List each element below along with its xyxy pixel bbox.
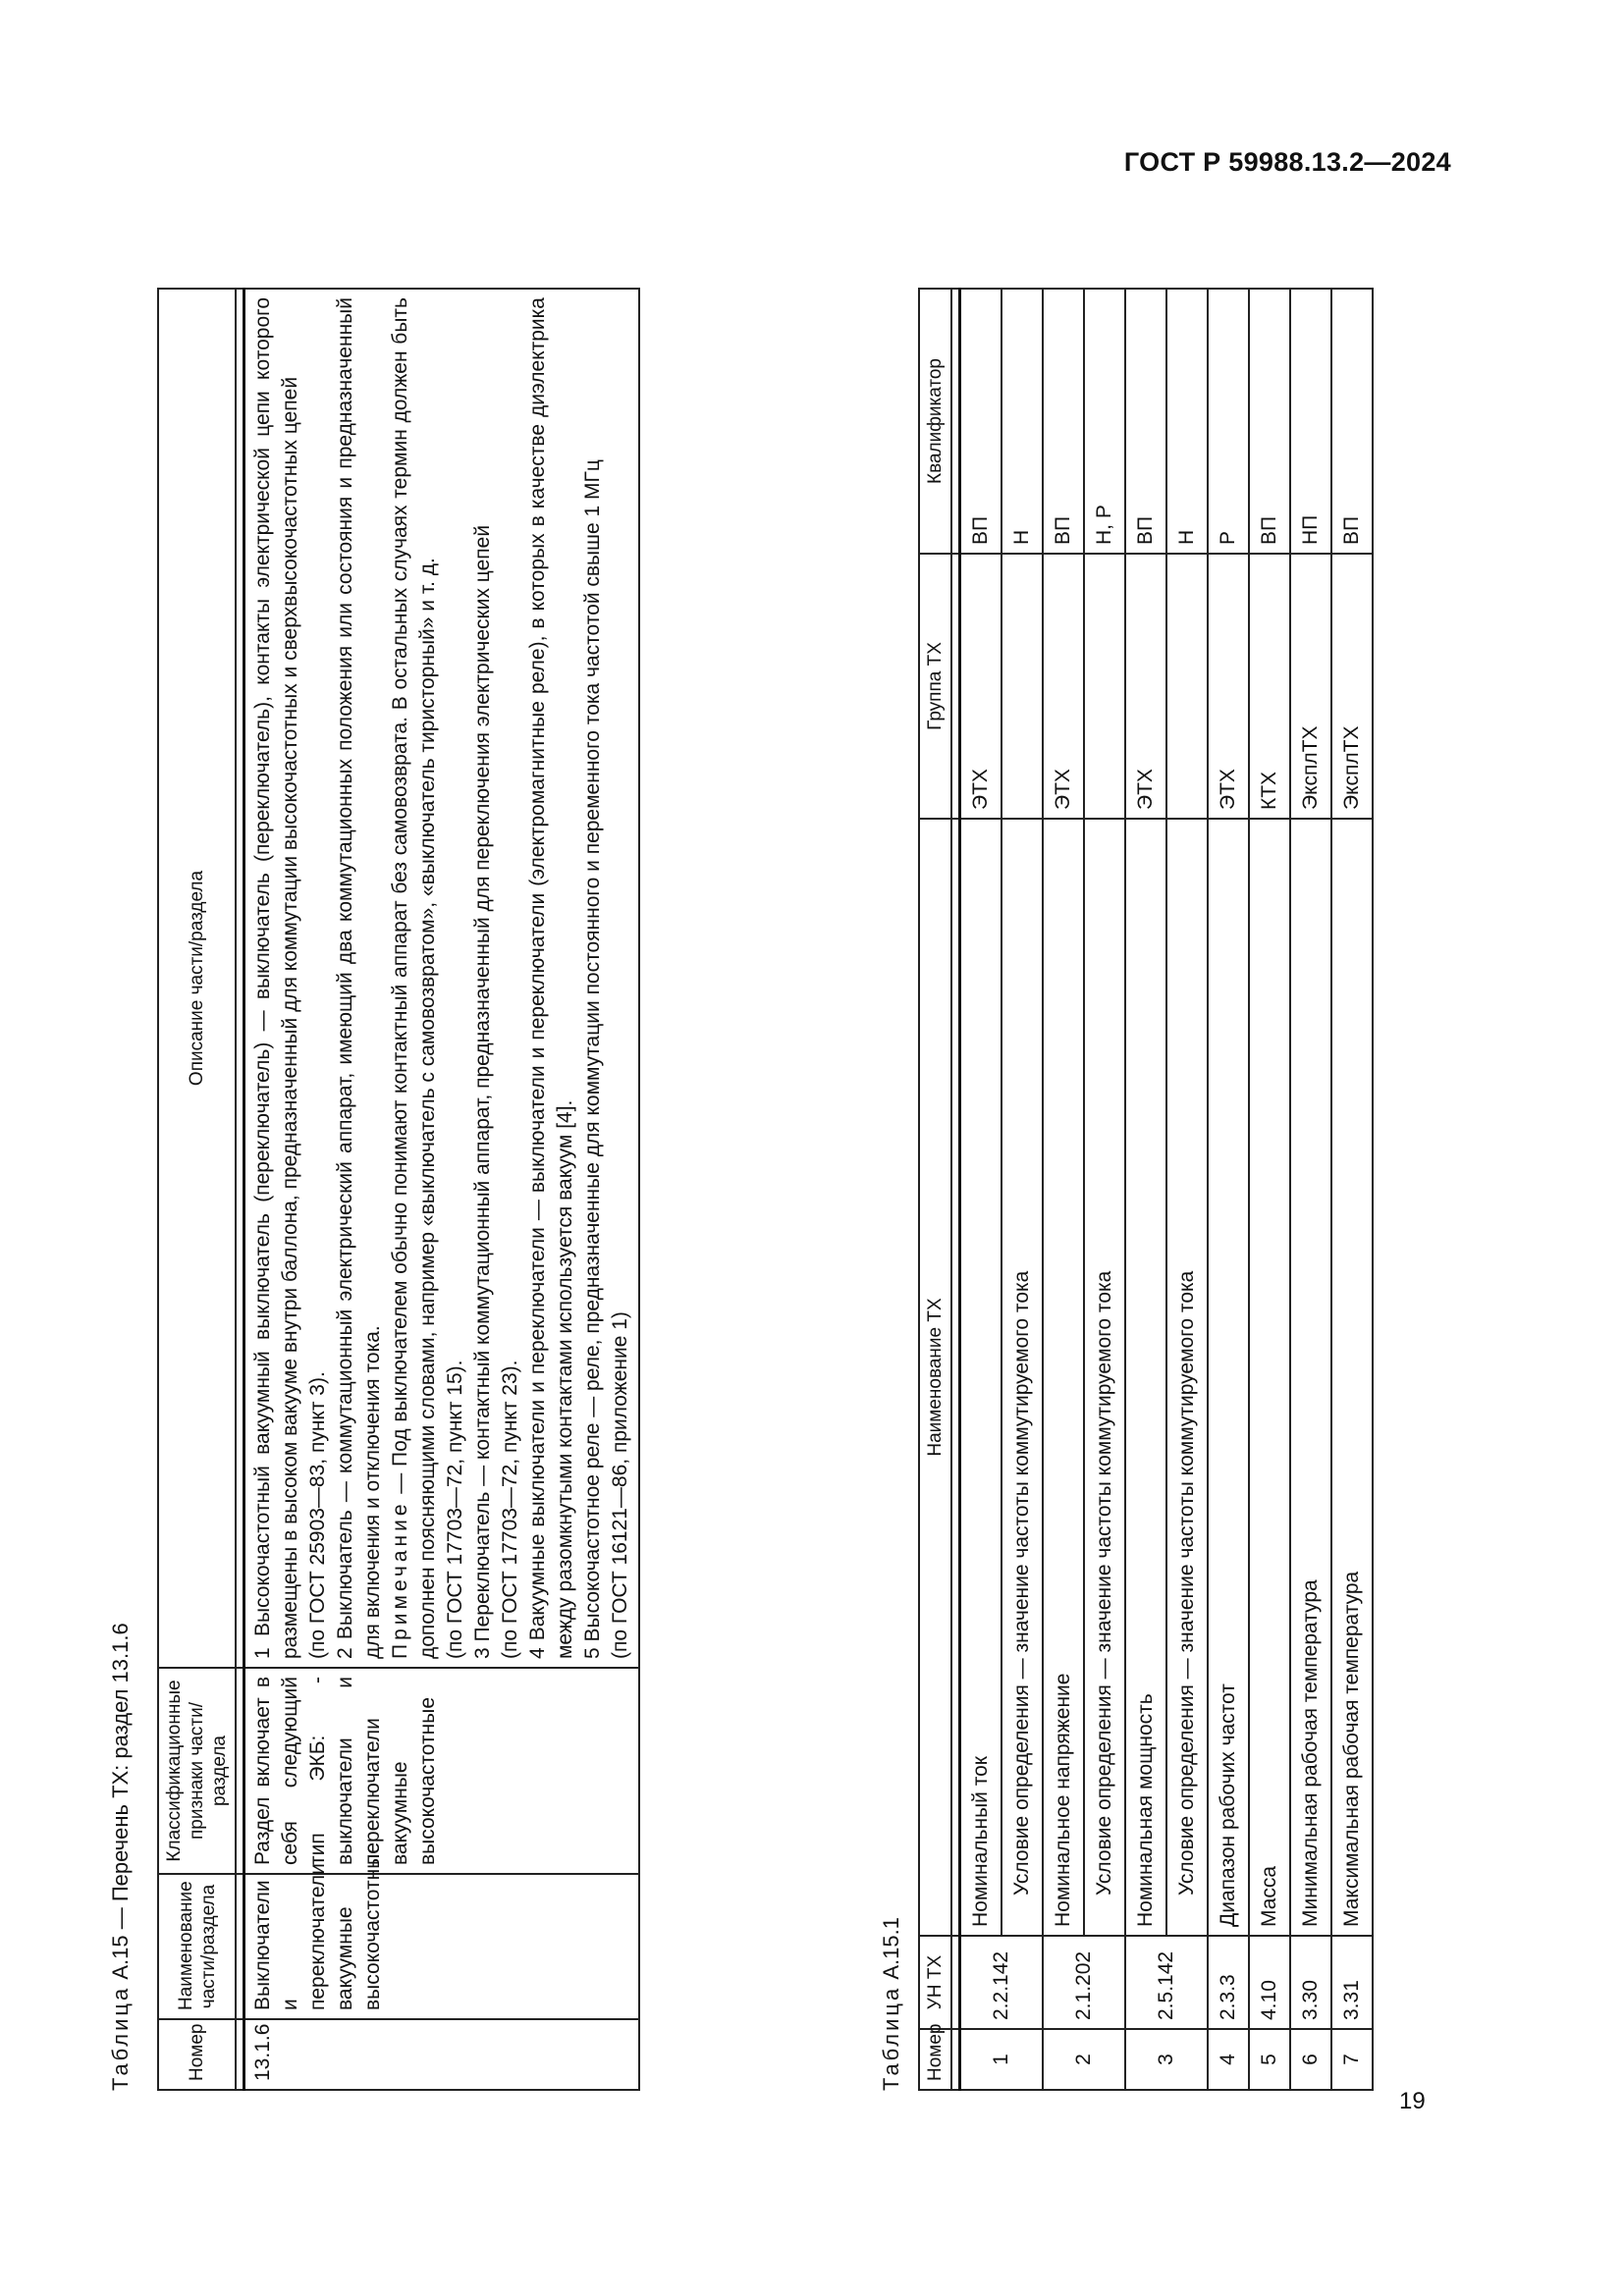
table-row bbox=[1043, 289, 1084, 2090]
row-number: 3 bbox=[1125, 2029, 1208, 2090]
row-code: 2.3.3 bbox=[1208, 1936, 1249, 2029]
row-group: ЭксплТХ bbox=[1331, 554, 1373, 819]
page-number: 19 bbox=[1399, 2088, 1426, 2114]
row-group: ЭТХ bbox=[1125, 554, 1166, 819]
col-header-group: Группа ТХ bbox=[919, 554, 951, 819]
table-row bbox=[1331, 289, 1373, 2090]
row-code: 2.2.142 bbox=[960, 1936, 1044, 2029]
caption-prefix: Таблица bbox=[108, 1985, 133, 2091]
desc-item-2: 2 Выключатель — коммутационный электрический аппарат, имеющий два коммутационных положения или состояния и предназначенный для включения и отключения тока. bbox=[334, 297, 384, 1659]
row-code: 2.5.142 bbox=[1125, 1936, 1208, 2029]
row-code: 2.1.202 bbox=[1043, 1936, 1125, 2029]
row-number: 7 bbox=[1331, 2029, 1373, 2090]
table-a151-caption bbox=[879, 1917, 904, 2091]
row-number: 6 bbox=[1290, 2029, 1331, 2090]
caption-text: А.15.1 bbox=[879, 1917, 903, 1986]
row-number: 5 bbox=[1249, 2029, 1290, 2090]
row-name: Номинальное напряжение bbox=[1043, 819, 1084, 1936]
table-row bbox=[1166, 289, 1208, 2090]
desc-item-3: 3 Переключатель — контактный коммутационный аппарат, предназначенный для переключения электрических цепей bbox=[471, 524, 494, 1659]
row-number: 2 bbox=[1043, 2029, 1125, 2090]
col-header-code: УН ТХ bbox=[919, 1936, 951, 2029]
row-qualifier: ВП bbox=[1043, 289, 1084, 554]
row-name: Выключатели и переключатели вакуумные высокочастотные bbox=[244, 1874, 640, 2019]
row-name: Условие определения — значение частоты коммутируемого тока bbox=[1084, 819, 1125, 1936]
col-header-description: Описание части/раздела bbox=[158, 289, 236, 1668]
row-name: Условие определения — значение частоты коммутируемого тока bbox=[1166, 819, 1208, 1936]
desc-item-1: 1 Высокочастотный вакуумный выключатель (переключатель) — выключатель (переключатель), контакты электрической цепи которого размещены в высоком вакууме внутри баллона, предназначенный для коммутации высокочастотных и сверхвысокочастотных цепей bbox=[251, 297, 301, 1659]
col-header-name: Наименование ТХ bbox=[919, 819, 951, 1936]
desc-item-2-ref: (по ГОСТ 17703—72, пункт 15). bbox=[444, 1360, 466, 1659]
document-code: ГОСТ Р 59988.13.2—2024 bbox=[1123, 147, 1451, 177]
col-header-features: Классификационные признаки части/раздела bbox=[158, 1668, 236, 1874]
caption-prefix: Таблица bbox=[879, 1985, 903, 2091]
row-group bbox=[1001, 554, 1043, 819]
row-qualifier: Н bbox=[1166, 289, 1208, 554]
table-a151 bbox=[918, 288, 1374, 2091]
row-qualifier: ВП bbox=[1331, 289, 1373, 554]
row-qualifier: ВП bbox=[1125, 289, 1166, 554]
table-row bbox=[1290, 289, 1331, 2090]
row-code: 3.31 bbox=[1331, 1936, 1373, 2029]
col-header-qualifier: Квалификатор bbox=[919, 289, 951, 554]
col-header-name: Наименование части/раздела bbox=[158, 1874, 236, 2019]
row-group: ЭТХ bbox=[1208, 554, 1249, 819]
row-qualifier: ВП bbox=[1249, 289, 1290, 554]
desc-item-5-ref: (по ГОСТ 16121—86, приложение 1) bbox=[609, 1311, 631, 1659]
table-row bbox=[960, 289, 1002, 2090]
rotated-content bbox=[98, 226, 1453, 2091]
col-header-number: Номер bbox=[158, 2019, 236, 2090]
table-a15 bbox=[157, 288, 640, 2091]
row-name: Минимальная рабочая температура bbox=[1290, 819, 1331, 1936]
row-name: Максимальная рабочая температура bbox=[1331, 819, 1373, 1936]
row-group: КТХ bbox=[1249, 554, 1290, 819]
row-group: ЭТХ bbox=[960, 554, 1002, 819]
table-row bbox=[244, 289, 640, 2090]
row-name: Масса bbox=[1249, 819, 1290, 1936]
row-description bbox=[244, 289, 640, 1668]
desc-item-4: 4 Вакуумные выключатели и переключатели — выключатели и переключатели (электромагнитные реле), в которых в качестве диэлектрика между разомкнутыми контактами используется вакуум [4]. bbox=[526, 297, 576, 1659]
desc-item-5: 5 Высокочастотное реле — реле, предназначенные для коммутации постоянного и переменного тока частотой свыше 1 МГц bbox=[581, 459, 604, 1659]
row-name: Номинальный ток bbox=[960, 819, 1002, 1936]
row-qualifier: Р bbox=[1208, 289, 1249, 554]
table-row bbox=[1084, 289, 1125, 2090]
desc-item-1-ref: (по ГОСТ 25903—83, пункт 3). bbox=[306, 1371, 329, 1659]
row-group: ЭксплТХ bbox=[1290, 554, 1331, 819]
row-number: 13.1.6 bbox=[244, 2019, 640, 2090]
row-group bbox=[1166, 554, 1208, 819]
row-number: 4 bbox=[1208, 2029, 1249, 2090]
desc-item-3-ref: (по ГОСТ 17703—72, пункт 23). bbox=[499, 1360, 521, 1659]
table-a15-caption bbox=[108, 1623, 134, 2091]
row-code: 3.30 bbox=[1290, 1936, 1331, 2029]
col-header-number: Номер bbox=[919, 2029, 951, 2090]
row-group: ЭТХ bbox=[1043, 554, 1084, 819]
caption-text: А.15 — Перечень ТХ: раздел 13.1.6 bbox=[108, 1623, 133, 1986]
row-qualifier: Н, Р bbox=[1084, 289, 1125, 554]
row-name: Условие определения — значение частоты коммутируемого тока bbox=[1001, 819, 1043, 1936]
row-qualifier: Н bbox=[1001, 289, 1043, 554]
row-group bbox=[1084, 554, 1125, 819]
desc-note bbox=[387, 297, 442, 1659]
row-name: Номинальная мощность bbox=[1125, 819, 1166, 1936]
note-label: Примечание bbox=[389, 1500, 411, 1659]
table-row bbox=[1125, 289, 1166, 2090]
table-row bbox=[1249, 289, 1290, 2090]
row-name: Диапазон рабочих частот bbox=[1208, 819, 1249, 1936]
row-qualifier: ВП bbox=[960, 289, 1002, 554]
row-code: 4.10 bbox=[1249, 1936, 1290, 2029]
table-row bbox=[1001, 289, 1043, 2090]
note-text: — Под выключателем обычно понимают контактный аппарат без самовозврата. В остальных случаях термин должен быть дополнен поясняющими словами, например «выключатель с самовозвратом», «выключатель тиристорный» и т. д. bbox=[389, 297, 439, 1659]
row-qualifier: НП bbox=[1290, 289, 1331, 554]
row-features: Раздел включает в себя следующий тип ЭКБ: - выключатели и переключатели вакуумные высокочастотные bbox=[244, 1668, 640, 1874]
row-number: 1 bbox=[960, 2029, 1044, 2090]
table-row bbox=[1208, 289, 1249, 2090]
